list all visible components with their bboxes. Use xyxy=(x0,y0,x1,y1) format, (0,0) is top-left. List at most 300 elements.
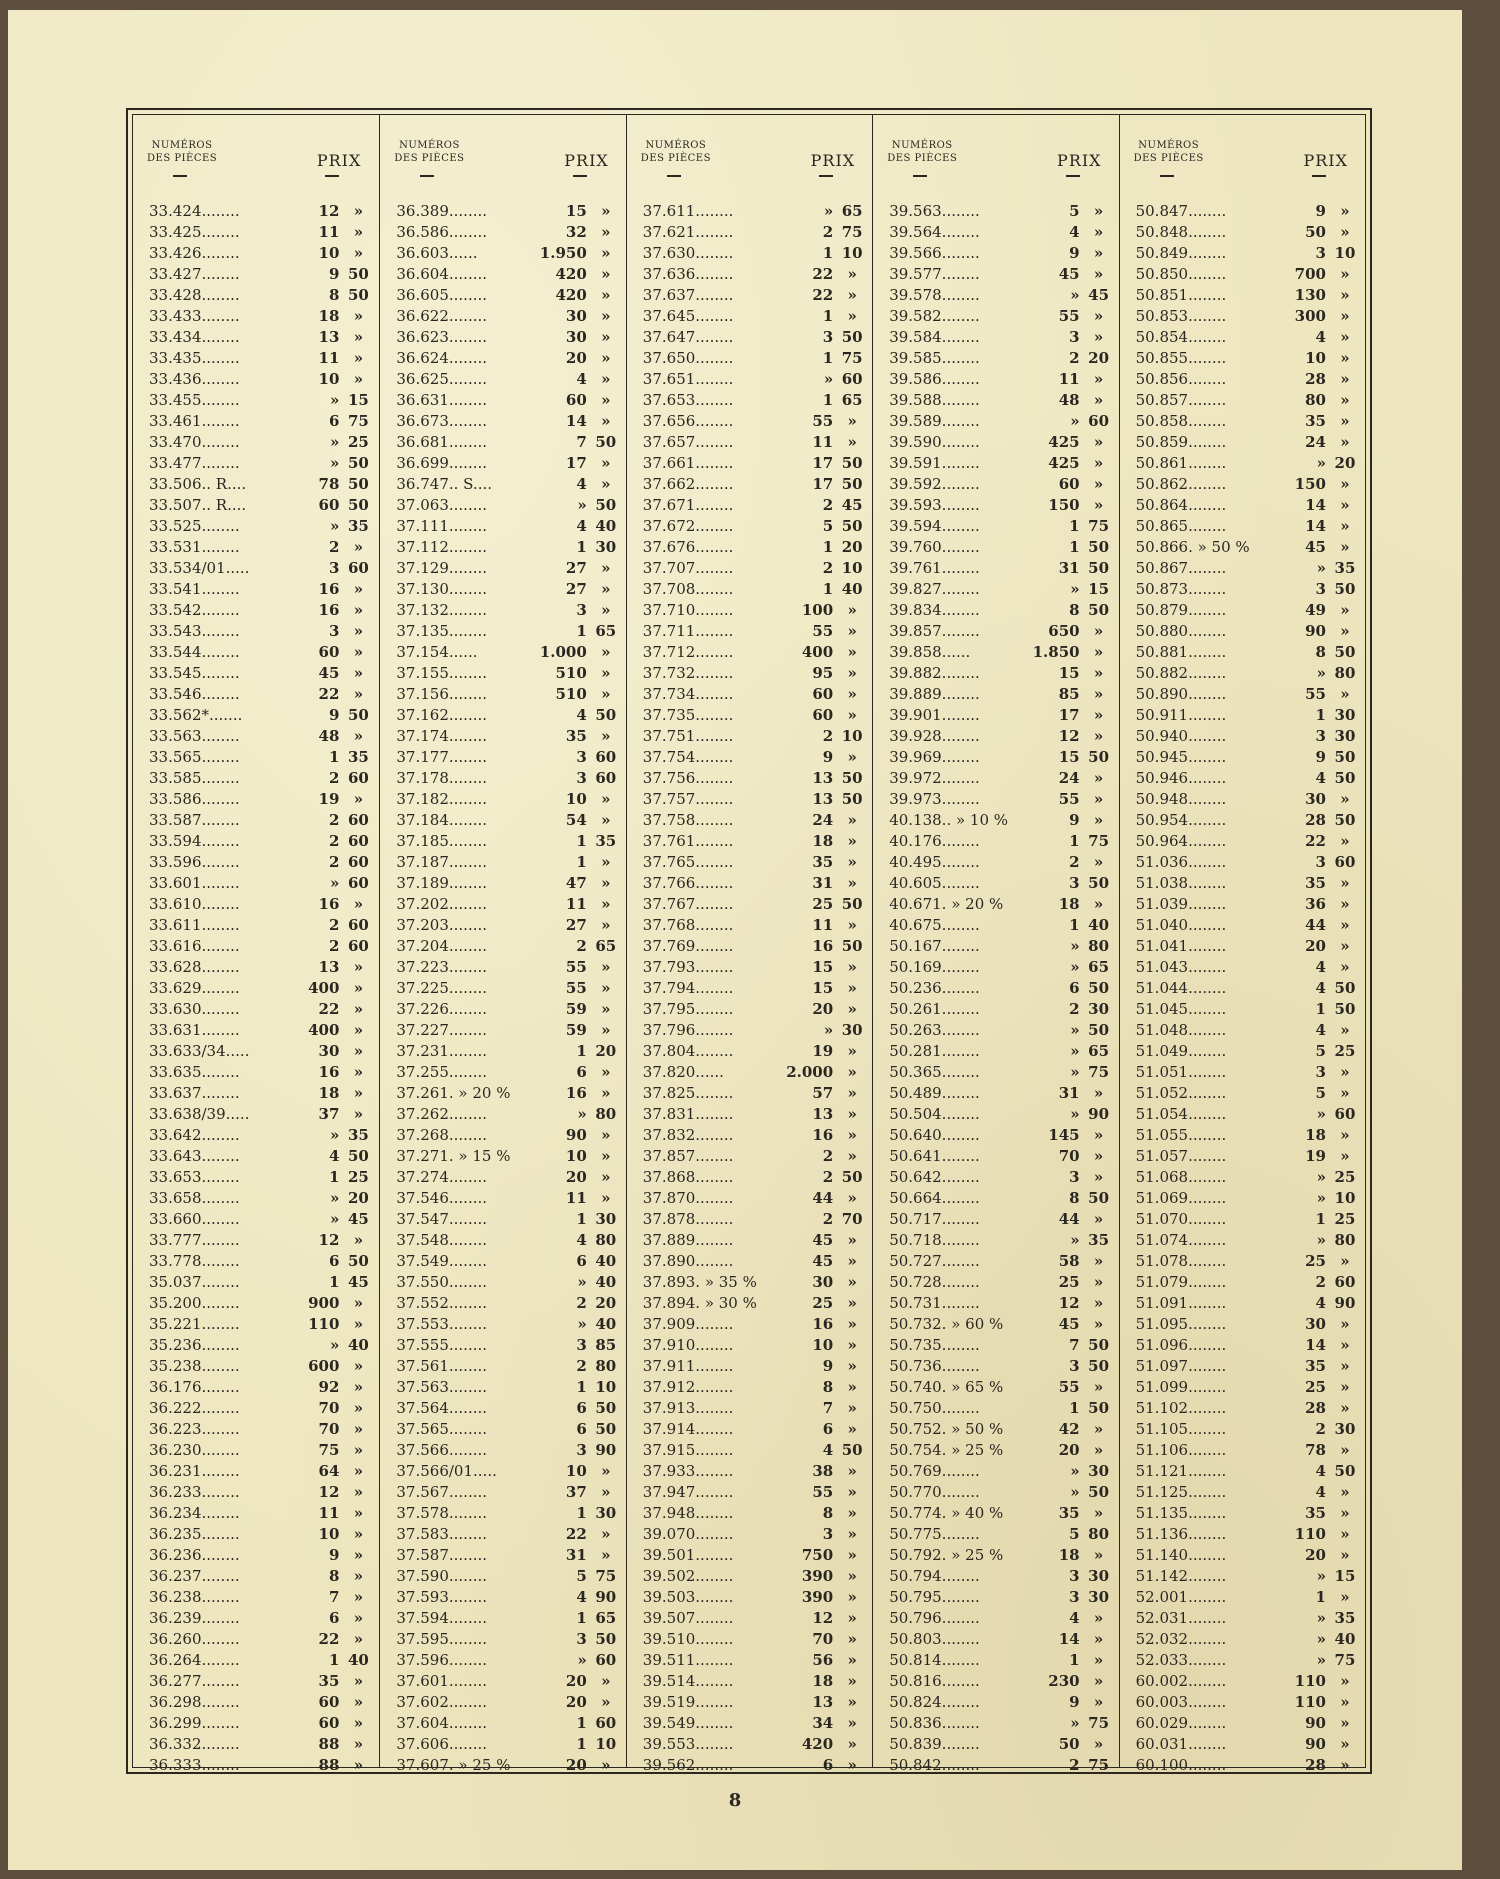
table-row xyxy=(627,243,873,264)
price-centimes: » xyxy=(1340,1483,1350,1501)
table-row xyxy=(873,684,1119,705)
part-number: 37.155........ xyxy=(396,664,488,682)
table-row xyxy=(873,1209,1119,1230)
price-centimes: » xyxy=(601,1483,611,1501)
part-number: 40.138.. » 10 % xyxy=(889,811,1009,829)
part-number: 37.204........ xyxy=(396,937,488,955)
table-row xyxy=(380,1146,626,1167)
price-centimes: 45 xyxy=(347,1210,369,1228)
price-centimes: 10 xyxy=(841,244,863,262)
price-francs: 1.950 xyxy=(539,244,587,262)
price-centimes: » xyxy=(847,1189,857,1207)
price-francs: 16 xyxy=(318,580,340,598)
price-centimes: » xyxy=(353,1714,364,1732)
price-francs: 6 xyxy=(822,1420,834,1438)
price-francs: 18 xyxy=(318,307,340,325)
part-number: 51.052........ xyxy=(1135,1084,1227,1102)
price-centimes: 35 xyxy=(595,832,617,850)
table-row xyxy=(380,1755,626,1776)
price-centimes: » xyxy=(1340,496,1350,514)
price-centimes: » xyxy=(353,1105,364,1123)
table-row xyxy=(627,1419,873,1440)
prix-header: PRIX xyxy=(1057,151,1102,170)
price-centimes: 60 xyxy=(1334,1105,1356,1123)
part-number: 50.948........ xyxy=(1135,790,1227,808)
part-number: 37.274........ xyxy=(396,1168,488,1186)
price-table-inner-border xyxy=(132,114,1366,1774)
table-row xyxy=(873,894,1119,915)
price-francs: 8 xyxy=(822,1504,834,1522)
table-row xyxy=(873,747,1119,768)
table-row xyxy=(380,642,626,663)
price-francs: 150 xyxy=(1048,496,1080,514)
price-centimes: 80 xyxy=(595,1357,617,1375)
table-row xyxy=(380,1356,626,1377)
price-centimes: 60 xyxy=(347,874,369,892)
price-centimes: » xyxy=(847,853,857,871)
price-francs: 420 xyxy=(555,286,587,304)
table-row xyxy=(133,495,379,516)
numeros-header-line1: NUMÉROS xyxy=(1138,140,1200,151)
price-francs: 14 xyxy=(1058,1630,1080,1648)
table-row xyxy=(627,327,873,348)
price-francs: 45 xyxy=(1058,265,1080,283)
price-centimes: 75 xyxy=(1088,832,1110,850)
price-centimes: » xyxy=(1340,1693,1350,1711)
price-centimes: 40 xyxy=(595,1273,617,1291)
price-francs: 420 xyxy=(801,1735,834,1753)
price-centimes: 40 xyxy=(347,1336,369,1354)
part-number: 35.238........ xyxy=(149,1357,240,1375)
price-centimes: 60 xyxy=(347,916,369,934)
table-row xyxy=(873,1713,1119,1734)
part-number: 33.546........ xyxy=(149,685,240,703)
table-row xyxy=(873,1062,1119,1083)
table-row xyxy=(1120,1377,1366,1398)
price-centimes: » xyxy=(1093,643,1104,661)
price-centimes: 50 xyxy=(1088,559,1110,577)
price-centimes: » xyxy=(601,1525,611,1543)
price-francs: » xyxy=(577,1273,587,1291)
table-row xyxy=(133,390,379,411)
price-centimes: 65 xyxy=(595,622,617,640)
part-number: 37.630........ xyxy=(642,244,734,262)
part-number: 51.055........ xyxy=(1135,1126,1227,1144)
price-francs: 11 xyxy=(1058,370,1080,388)
price-centimes: » xyxy=(601,895,611,913)
table-row xyxy=(1120,1398,1366,1419)
part-number: 36.624........ xyxy=(396,349,488,367)
table-row xyxy=(133,1251,379,1272)
table-row xyxy=(1120,810,1366,831)
part-number: 36.623........ xyxy=(396,328,488,346)
table-row xyxy=(380,285,626,306)
table-row xyxy=(380,915,626,936)
price-francs: 28 xyxy=(1305,370,1326,388)
part-number: 39.585........ xyxy=(889,349,980,367)
part-number: 37.550........ xyxy=(396,1273,488,1291)
part-number: 37.567........ xyxy=(396,1483,488,1501)
price-centimes: 50 xyxy=(347,454,369,472)
part-number: 37.820...... xyxy=(642,1063,724,1081)
price-centimes: 50 xyxy=(1088,601,1110,619)
price-francs: 49 xyxy=(1305,601,1326,619)
part-number: 37.671........ xyxy=(642,496,734,514)
price-francs: 42 xyxy=(1058,1420,1080,1438)
table-row xyxy=(1120,1335,1366,1356)
table-row xyxy=(133,1440,379,1461)
table-row xyxy=(133,1188,379,1209)
price-column-4 xyxy=(872,115,1119,1774)
price-centimes: » xyxy=(1093,223,1104,241)
price-francs: 30 xyxy=(1305,1315,1326,1333)
table-row xyxy=(133,537,379,558)
price-francs: 20 xyxy=(565,1756,587,1774)
part-number: 33.601........ xyxy=(149,874,240,892)
price-centimes: 40 xyxy=(841,580,863,598)
price-francs: 2 xyxy=(1069,1756,1080,1774)
price-centimes: 35 xyxy=(347,748,369,766)
table-row xyxy=(380,243,626,264)
table-row xyxy=(380,1398,626,1419)
numeros-header-line2: DES PIÈCES xyxy=(394,153,465,164)
part-number: 51.041........ xyxy=(1135,937,1227,955)
price-francs: 11 xyxy=(565,1189,587,1207)
part-number: 50.641........ xyxy=(889,1147,980,1165)
price-francs: 15 xyxy=(1058,748,1080,766)
price-centimes: » xyxy=(353,1567,364,1585)
price-centimes: » xyxy=(1093,622,1104,640)
price-francs: 17 xyxy=(1058,706,1080,724)
part-number: 37.857........ xyxy=(642,1147,734,1165)
table-row xyxy=(873,264,1119,285)
table-row xyxy=(1120,1671,1366,1692)
table-row xyxy=(873,1083,1119,1104)
price-centimes: » xyxy=(601,1168,611,1186)
part-number: 39.588........ xyxy=(889,391,980,409)
price-centimes: 75 xyxy=(347,412,369,430)
part-number: 39.827........ xyxy=(889,580,980,598)
table-row xyxy=(627,537,873,558)
table-row xyxy=(380,453,626,474)
price-centimes: » xyxy=(353,1756,364,1774)
price-centimes: » xyxy=(1093,1126,1104,1144)
price-centimes: » xyxy=(353,601,364,619)
part-number: 33.631........ xyxy=(149,1021,240,1039)
table-row xyxy=(627,1167,873,1188)
price-centimes: 60 xyxy=(595,748,617,766)
price-francs: » xyxy=(330,517,340,535)
column-header xyxy=(133,115,379,189)
price-francs: 88 xyxy=(318,1756,340,1774)
price-centimes: » xyxy=(1340,685,1350,703)
table-row xyxy=(380,831,626,852)
table-row xyxy=(380,264,626,285)
price-centimes: 75 xyxy=(841,223,863,241)
table-row xyxy=(873,1650,1119,1671)
part-number: 39.507........ xyxy=(642,1609,734,1627)
price-francs: 2 xyxy=(1069,853,1080,871)
price-centimes: » xyxy=(353,328,364,346)
table-row xyxy=(380,705,626,726)
part-number: 37.913........ xyxy=(642,1399,734,1417)
table-row xyxy=(627,663,873,684)
table-row xyxy=(873,642,1119,663)
price-centimes: » xyxy=(847,1000,857,1018)
price-centimes: » xyxy=(1093,895,1104,913)
price-centimes: » xyxy=(1340,307,1350,325)
price-centimes: » xyxy=(601,811,611,829)
table-row xyxy=(133,1062,379,1083)
price-centimes: » xyxy=(601,1672,611,1690)
part-number: 50.854........ xyxy=(1135,328,1227,346)
part-number: 36.176........ xyxy=(149,1378,240,1396)
table-row xyxy=(380,1671,626,1692)
table-row xyxy=(873,1545,1119,1566)
price-francs: 90 xyxy=(565,1126,587,1144)
price-centimes: » xyxy=(1093,328,1104,346)
price-centimes: 40 xyxy=(1088,916,1110,934)
price-centimes: 50 xyxy=(841,937,863,955)
price-francs: 2.000 xyxy=(786,1063,834,1081)
price-centimes: » xyxy=(847,1126,857,1144)
price-centimes: 65 xyxy=(1088,1042,1110,1060)
part-number: 37.933........ xyxy=(642,1462,734,1480)
part-number: 50.856........ xyxy=(1135,370,1227,388)
part-number: 50.167........ xyxy=(889,937,980,955)
price-francs: 78 xyxy=(1305,1441,1326,1459)
price-centimes: 45 xyxy=(841,496,863,514)
price-centimes: » xyxy=(1340,832,1350,850)
part-number: 52.033........ xyxy=(1135,1651,1227,1669)
part-number: 36.264........ xyxy=(149,1651,240,1669)
price-francs: 10 xyxy=(565,790,587,808)
table-row xyxy=(133,264,379,285)
price-centimes: » xyxy=(353,349,364,367)
price-francs: 22 xyxy=(812,265,834,283)
price-francs: 390 xyxy=(801,1567,834,1585)
part-number: 50.728........ xyxy=(889,1273,980,1291)
price-francs: » xyxy=(1070,1462,1080,1480)
price-centimes: » xyxy=(1340,538,1350,556)
price-centimes: » xyxy=(1093,1168,1104,1186)
price-centimes: » xyxy=(353,202,364,220)
part-number: 33.629........ xyxy=(149,979,240,997)
price-centimes: » xyxy=(1093,1252,1104,1270)
price-francs: 70 xyxy=(318,1399,340,1417)
price-centimes: 15 xyxy=(1334,1567,1356,1585)
table-row xyxy=(627,1125,873,1146)
price-centimes: » xyxy=(1093,1147,1104,1165)
price-centimes: 10 xyxy=(1334,1189,1356,1207)
table-row xyxy=(627,957,873,978)
table-row xyxy=(873,1692,1119,1713)
price-francs: 1 xyxy=(1315,706,1326,724)
part-number: 37.890........ xyxy=(642,1252,734,1270)
table-row xyxy=(1120,1167,1366,1188)
price-francs: 16 xyxy=(318,601,340,619)
price-centimes: 65 xyxy=(595,1609,617,1627)
price-francs: 130 xyxy=(1294,286,1326,304)
table-row xyxy=(380,1440,626,1461)
table-row xyxy=(133,285,379,306)
price-francs: 2 xyxy=(328,769,340,787)
price-francs: 12 xyxy=(318,202,340,220)
part-number: 33.435........ xyxy=(149,349,240,367)
price-centimes: » xyxy=(847,1588,857,1606)
table-row xyxy=(1120,1482,1366,1503)
price-francs: 9 xyxy=(1069,1693,1080,1711)
price-francs: 45 xyxy=(812,1231,834,1249)
price-centimes: » xyxy=(1340,1252,1350,1270)
price-francs: 24 xyxy=(1305,433,1326,451)
table-row xyxy=(627,1293,873,1314)
price-centimes: » xyxy=(1093,1546,1104,1564)
price-centimes: » xyxy=(1340,601,1350,619)
table-row xyxy=(133,1629,379,1650)
price-francs: 50 xyxy=(1305,223,1326,241)
table-row xyxy=(380,1272,626,1293)
price-centimes: » xyxy=(1093,664,1104,682)
part-number: 36.333........ xyxy=(149,1756,240,1774)
part-number: 50.814........ xyxy=(889,1651,980,1669)
numeros-header-line1: NUMÉROS xyxy=(399,140,460,151)
price-centimes: 25 xyxy=(1334,1168,1356,1186)
price-francs: 59 xyxy=(565,1000,587,1018)
part-number: 37.832........ xyxy=(642,1126,734,1144)
price-centimes: » xyxy=(353,307,364,325)
table-row xyxy=(627,1377,873,1398)
price-francs: 20 xyxy=(1305,1546,1326,1564)
table-row xyxy=(873,915,1119,936)
catalog-page xyxy=(8,10,1462,1870)
table-row xyxy=(1120,600,1366,621)
table-row xyxy=(380,1041,626,1062)
price-centimes: » xyxy=(847,748,857,766)
price-centimes: 15 xyxy=(347,391,369,409)
price-centimes: » xyxy=(1340,328,1350,346)
price-centimes: 50 xyxy=(1088,1336,1110,1354)
table-row xyxy=(380,306,626,327)
table-row xyxy=(627,852,873,873)
price-francs: 4 xyxy=(576,1231,587,1249)
price-centimes: 35 xyxy=(347,1126,369,1144)
part-number: 37.223........ xyxy=(396,958,488,976)
table-row xyxy=(133,432,379,453)
price-centimes: » xyxy=(847,1567,857,1585)
part-number: 36.239........ xyxy=(149,1609,240,1627)
table-row xyxy=(1120,726,1366,747)
table-row xyxy=(1120,201,1366,222)
price-centimes: » xyxy=(847,958,857,976)
price-francs: 38 xyxy=(812,1462,834,1480)
table-row xyxy=(133,1650,379,1671)
price-francs: 12 xyxy=(1058,1294,1080,1312)
part-number: 37.757........ xyxy=(642,790,734,808)
table-row xyxy=(133,873,379,894)
part-number: 37.676........ xyxy=(642,538,734,556)
price-column-3 xyxy=(626,115,873,1774)
price-centimes: 50 xyxy=(347,475,369,493)
table-row xyxy=(627,600,873,621)
price-francs: 4 xyxy=(576,370,587,388)
part-number: 37.063........ xyxy=(396,496,488,514)
price-centimes: 80 xyxy=(1088,937,1110,955)
price-centimes: » xyxy=(601,958,611,976)
price-centimes: » xyxy=(1340,286,1350,304)
part-number: 33.455........ xyxy=(149,391,240,409)
table-row xyxy=(627,1671,873,1692)
part-number: 37.912........ xyxy=(642,1378,734,1396)
part-number: 50.940........ xyxy=(1135,727,1227,745)
table-row xyxy=(1120,1734,1366,1755)
part-number: 37.553........ xyxy=(396,1315,488,1333)
part-number: 37.607. » 25 % xyxy=(396,1756,511,1774)
price-francs: 30 xyxy=(1305,790,1326,808)
table-row xyxy=(873,1335,1119,1356)
part-number: 37.566/01..... xyxy=(396,1462,497,1480)
part-number: 36.332........ xyxy=(149,1735,240,1753)
price-francs: 6 xyxy=(328,412,340,430)
price-centimes: 10 xyxy=(595,1735,617,1753)
price-centimes: 50 xyxy=(1088,1357,1110,1375)
price-centimes: » xyxy=(1093,1672,1104,1690)
price-francs: 60 xyxy=(565,391,587,409)
part-number: 39.514........ xyxy=(642,1672,734,1690)
table-row xyxy=(1120,1209,1366,1230)
table-row xyxy=(873,1272,1119,1293)
price-centimes: » xyxy=(1340,433,1350,451)
part-number: 33.637........ xyxy=(149,1084,240,1102)
header-dash xyxy=(173,175,187,177)
price-centimes: » xyxy=(1093,1378,1104,1396)
part-number: 37.870........ xyxy=(642,1189,734,1207)
price-francs: 9 xyxy=(1069,244,1080,262)
part-number: 37.184........ xyxy=(396,811,488,829)
part-number: 50.718........ xyxy=(889,1231,980,1249)
price-francs: 4 xyxy=(576,706,587,724)
price-francs: 17 xyxy=(565,454,587,472)
part-number: 51.121........ xyxy=(1135,1462,1227,1480)
table-row xyxy=(1120,1083,1366,1104)
price-centimes: » xyxy=(353,790,364,808)
part-number: 50.859........ xyxy=(1135,433,1227,451)
table-row xyxy=(133,936,379,957)
price-francs: 44 xyxy=(812,1189,834,1207)
price-centimes: 80 xyxy=(1334,664,1356,682)
table-row xyxy=(627,1041,873,1062)
part-number: 36.699........ xyxy=(396,454,488,472)
price-francs: 6 xyxy=(822,1756,834,1774)
table-row xyxy=(380,390,626,411)
part-number: 37.914........ xyxy=(642,1420,734,1438)
price-centimes: » xyxy=(1093,1735,1104,1753)
table-row xyxy=(873,978,1119,999)
table-row xyxy=(873,1461,1119,1482)
part-number: 50.504........ xyxy=(889,1105,980,1123)
price-centimes: 50 xyxy=(841,1441,863,1459)
price-francs: 60 xyxy=(1058,475,1080,493)
table-row xyxy=(133,1692,379,1713)
price-centimes: » xyxy=(353,958,364,976)
part-number: 50.732. » 60 % xyxy=(889,1315,1004,1333)
part-number: 51.095........ xyxy=(1135,1315,1227,1333)
header-dash xyxy=(1066,175,1080,177)
price-centimes: 50 xyxy=(841,790,863,808)
prix-header: PRIX xyxy=(810,151,856,170)
part-number: 50.236........ xyxy=(889,979,980,997)
part-number: 35.221........ xyxy=(149,1315,240,1333)
